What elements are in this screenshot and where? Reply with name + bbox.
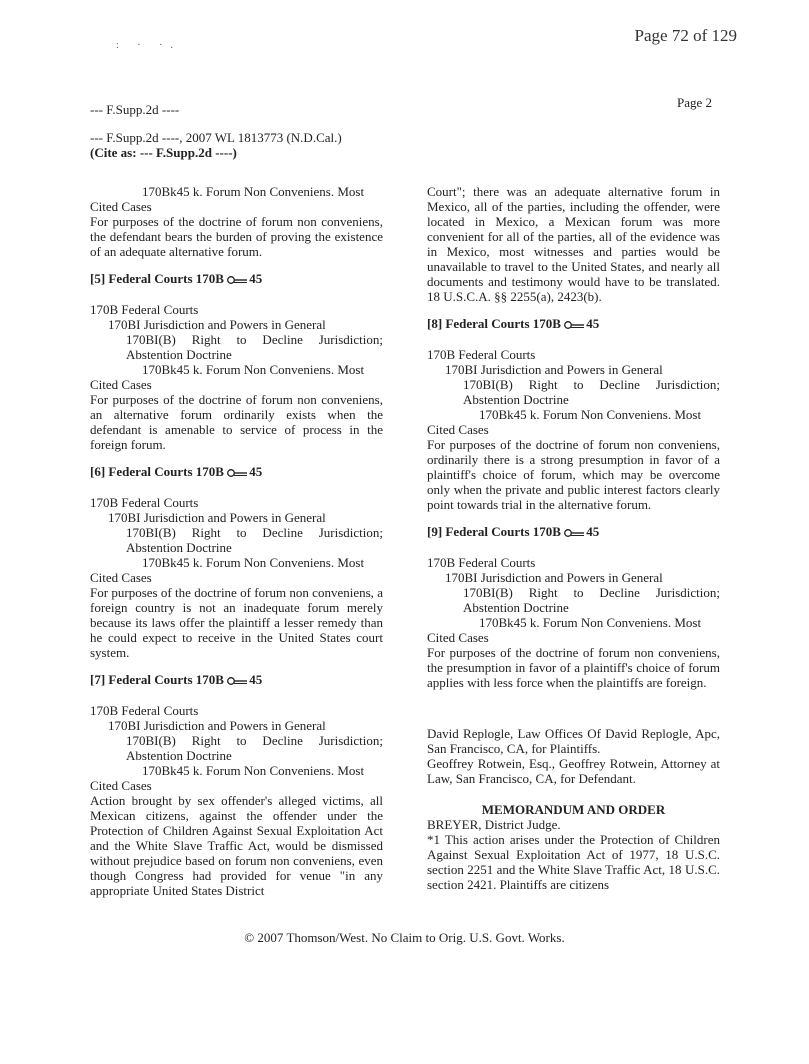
headnote-title-text: [6] Federal Courts 170B — [90, 464, 224, 479]
key-number-icon — [227, 468, 249, 478]
topic-line: 170B Federal Courts — [427, 347, 536, 362]
headnote-cited: Cited Cases — [90, 199, 152, 214]
opinion-opening: *1 This action arises under the Protection of Children Against Sexual Exploitation Act of 1977, 18 U.S.C. section 2251 and the White Slave Traffic Act, 18 U.S.C. section 2421. Plaintiffs are citizens — [427, 832, 720, 892]
headnote-key: 170Bk45 k. Forum Non Conveniens. Most — [142, 555, 365, 570]
headnote-text: For purposes of the doctrine of forum non conveniens, the defendant bears the burden of proving the existence of an adequate alternative forum. — [90, 214, 383, 259]
memorandum-title: MEMORANDUM AND ORDER — [481, 802, 666, 817]
spacer — [427, 786, 720, 802]
subtopic-line: 170BI Jurisdiction and Powers in General — [108, 510, 326, 525]
headnote-9-title — [427, 524, 720, 539]
headnote-text: For purposes of the doctrine of forum non conveniens, ordinarily there is a strong presumption in favor of a plaintiff's choice of forum, which may be overcome only when the private and public interest factors clearly point towards trial in the alternative forum. — [427, 437, 720, 512]
judge-line: BREYER, District Judge. — [427, 817, 561, 832]
key-number: 45 — [249, 672, 263, 687]
headnote-text: Action brought by sex offender's alleged victims, all Mexican citizens, against the offender under the Protection of Children Against Sexual Exploitation Act and the White Slave Traffic Act, would be dismissed without prejudice based on forum non conveniens, even though Congress had provided for venue "in any appropriate United States District — [90, 793, 383, 898]
topic-line: 170B Federal Courts — [90, 703, 199, 718]
headnote-5-title — [90, 271, 383, 286]
key-number: 45 — [249, 271, 263, 286]
headnote-text: For purposes of the doctrine of forum non conveniens, the presumption in favor of a plaintiff's choice of forum applies with less force when the plaintiffs are foreign. — [427, 645, 720, 690]
subtopic-line: 170BI Jurisdiction and Powers in General — [108, 718, 326, 733]
headnote-key: 170Bk45 k. Forum Non Conveniens. Most — [142, 763, 365, 778]
headnote-7-title — [90, 672, 383, 687]
headnote-6-title — [90, 464, 383, 479]
headnote-cited: Cited Cases — [427, 422, 489, 437]
scan-speckles: : · ·. — [116, 40, 181, 51]
headnote-text: Court"; there was an adequate alternative forum in Mexico, all of the parties, including the offender, were located in Mexico, a Mexican forum was more convenient for all of the parties, all of the evidence was in Mexico, most witnesses and parties would be unavailable to travel to the United States, and nearly all documents and testimony would have to be translated. 18 U.S.C.A. §§ 2255(a), 2423(b). — [427, 184, 720, 304]
topic-line: 170B Federal Courts — [427, 555, 536, 570]
key-number-icon — [564, 528, 586, 538]
subsection-line: 170BI(B) Right to Decline Jurisdiction; Abstention Doctrine — [463, 585, 720, 615]
subtopic-line: 170BI Jurisdiction and Powers in General — [445, 570, 663, 585]
headnote-key: 170Bk45 k. Forum Non Conveniens. Most — [479, 615, 702, 630]
key-number-icon — [227, 275, 249, 285]
counsel-plaintiffs: David Replogle, Law Offices Of David Replogle, Apc, San Francisco, CA, for Plaintiffs. — [427, 726, 720, 756]
headnote-key: 170Bk45 k. Forum Non Conveniens. Most — [142, 184, 365, 199]
headnote-cited: Cited Cases — [90, 377, 152, 392]
subsection-line: 170BI(B) Right to Decline Jurisdiction; Abstention Doctrine — [463, 377, 720, 407]
headnote-key: 170Bk45 k. Forum Non Conveniens. Most — [479, 407, 702, 422]
page-label: Page 2 — [676, 95, 712, 110]
headnote-cited: Cited Cases — [427, 630, 489, 645]
subsection-line: 170BI(B) Right to Decline Jurisdiction; Abstention Doctrine — [126, 733, 383, 763]
citation-line-2: --- F.Supp.2d ----, 2007 WL 1813773 (N.D.Cal.) — [90, 130, 342, 145]
key-number: 45 — [249, 464, 263, 479]
copyright-footer: © 2007 Thomson/West. No Claim to Orig. U.S. Govt. Works. — [244, 930, 565, 945]
subtopic-line: 170BI Jurisdiction and Powers in General — [108, 317, 326, 332]
subsection-line: 170BI(B) Right to Decline Jurisdiction; Abstention Doctrine — [126, 525, 383, 555]
key-number: 45 — [586, 524, 600, 539]
headnote-cited: Cited Cases — [90, 570, 152, 585]
key-number-icon — [227, 676, 249, 686]
right-column — [427, 184, 720, 892]
key-number-icon — [564, 320, 586, 330]
citation-line-1: --- F.Supp.2d ---- — [90, 102, 180, 117]
headnote-title-text: [8] Federal Courts 170B — [427, 316, 561, 331]
headnote-title-text: [5] Federal Courts 170B — [90, 271, 224, 286]
headnote-key: 170Bk45 k. Forum Non Conveniens. Most — [142, 362, 365, 377]
subtopic-line: 170BI Jurisdiction and Powers in General — [445, 362, 663, 377]
left-column — [90, 184, 383, 898]
topic-line: 170B Federal Courts — [90, 495, 199, 510]
headnote-text: For purposes of the doctrine of forum non conveniens, an alternative forum ordinarily exists when the defendant is amenable to service of process in the foreign forum. — [90, 392, 383, 452]
cite-as: (Cite as: --- F.Supp.2d ----) — [90, 145, 237, 160]
subsection-line: 170BI(B) Right to Decline Jurisdiction; Abstention Doctrine — [126, 332, 383, 362]
spacer — [427, 690, 720, 726]
headnote-title-text: [7] Federal Courts 170B — [90, 672, 224, 687]
headnote-title-text: [9] Federal Courts 170B — [427, 524, 561, 539]
headnote-cited: Cited Cases — [90, 778, 152, 793]
headnote-8-title — [427, 316, 720, 331]
topic-line: 170B Federal Courts — [90, 302, 199, 317]
headnote-text: For purposes of the doctrine of forum non conveniens, a foreign country is not an inadequate forum merely because its laws offer the plaintiff a lesser remedy than he could expect to receive in the United States court system. — [90, 585, 383, 660]
key-number: 45 — [586, 316, 600, 331]
counsel-defendant: Geoffrey Rotwein, Esq., Geoffrey Rotwein, Attorney at Law, San Francisco, CA, for Defendant. — [427, 756, 720, 786]
page-number: Page 72 of 129 — [634, 26, 737, 45]
